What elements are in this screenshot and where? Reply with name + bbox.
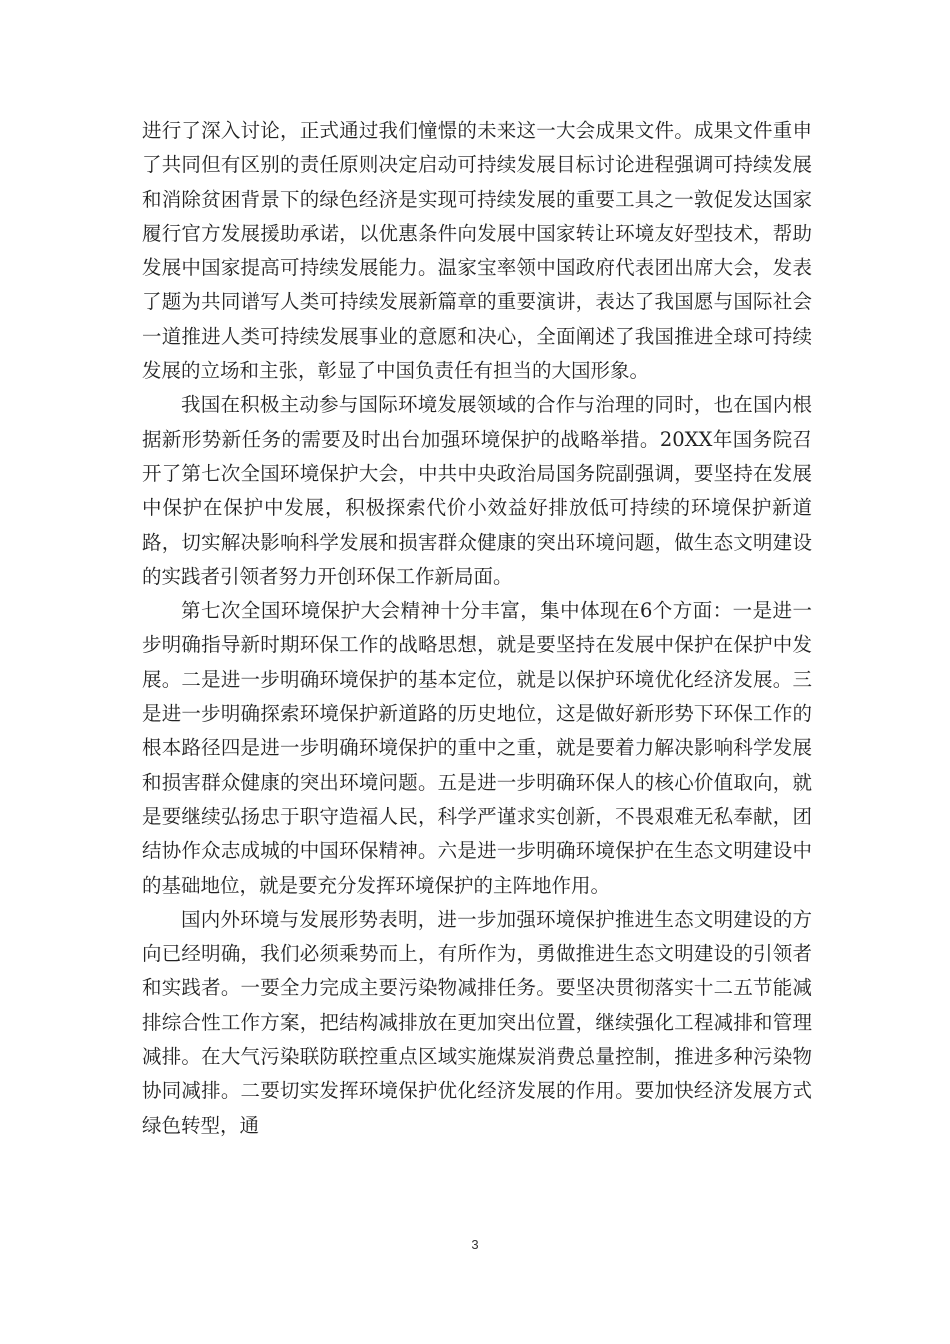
document-body	[142, 114, 812, 1143]
paragraph-2: 我国在积极主动参与国际环境发展领域的合作与治理的同时，也在国内根据新形势新任务的需要及时出台加强环境保护的战略举措。20XX年国务院召开了第七次全国环境保护大会，中共中央政治局国务院副强调，要坚持在发展中保护在保护中发展，积极探索代价小效益好排放低可持续的环境保护新道路，切实解决影响科学发展和损害群众健康的突出环境问题，做生态文明建设的实践者引领者努力开创环保工作新局面。	[142, 393, 812, 588]
paragraph-4: 国内外环境与发展形势表明，进一步加强环境保护推进生态文明建设的方向已经明确，我们必须乘势而上，有所作为，勇做推进生态文明建设的引领者和实践者。一要全力完成主要污染物减排任务。要坚决贯彻落实十二五节能减排综合性工作方案，把结构减排放在更加突出位置，继续强化工程减排和管理减排。在大气污染联防联控重点区域实施煤炭消费总量控制，推进多种污染物协同减排。二要切实发挥环境保护优化经济发展的作用。要加快经济发展方式绿色转型，通	[142, 907, 812, 1137]
page-number: 3	[471, 1237, 479, 1252]
paragraph-3: 第七次全国环境保护大会精神十分丰富，集中体现在6个方面：一是进一步明确指导新时期环保工作的战略思想，就是要坚持在发展中保护在保护中发展。二是进一步明确环境保护的基本定位，就是以保护环境优化经济发展。三是进一步明确探索环境保护新道路的历史地位，这是做好新形势下环保工作的根本路径四是进一步明确环境保护的重中之重，就是要着力解决影响科学发展和损害群众健康的突出环境问题。五是进一步明确环保人的核心价值取向，就是要继续弘扬忠于职守造福人民，科学严谨求实创新，不畏艰难无私奉献，团结协作众志成城的中国环保精神。六是进一步明确环境保护在生态文明建设中的基础地位，就是要充分发挥环境保护的主阵地作用。	[142, 599, 812, 897]
paragraph-1: 进行了深入讨论，正式通过我们憧憬的未来这一大会成果文件。成果文件重申了共同但有区别的责任原则决定启动可持续发展目标讨论进程强调可持续发展和消除贫困背景下的绿色经济是实现可持续发展的重要工具之一敦促发达国家履行官方发展援助承诺，以优惠条件向发展中国家转让环境友好型技术，帮助发展中国家提高可持续发展能力。温家宝率领中国政府代表团出席大会，发表了题为共同谱写人类可持续发展新篇章的重要演讲，表达了我国愿与国际社会一道推进人类可持续发展事业的意愿和决心，全面阐述了我国推进全球可持续发展的立场和主张，彰显了中国负责任有担当的大国形象。	[142, 119, 812, 383]
